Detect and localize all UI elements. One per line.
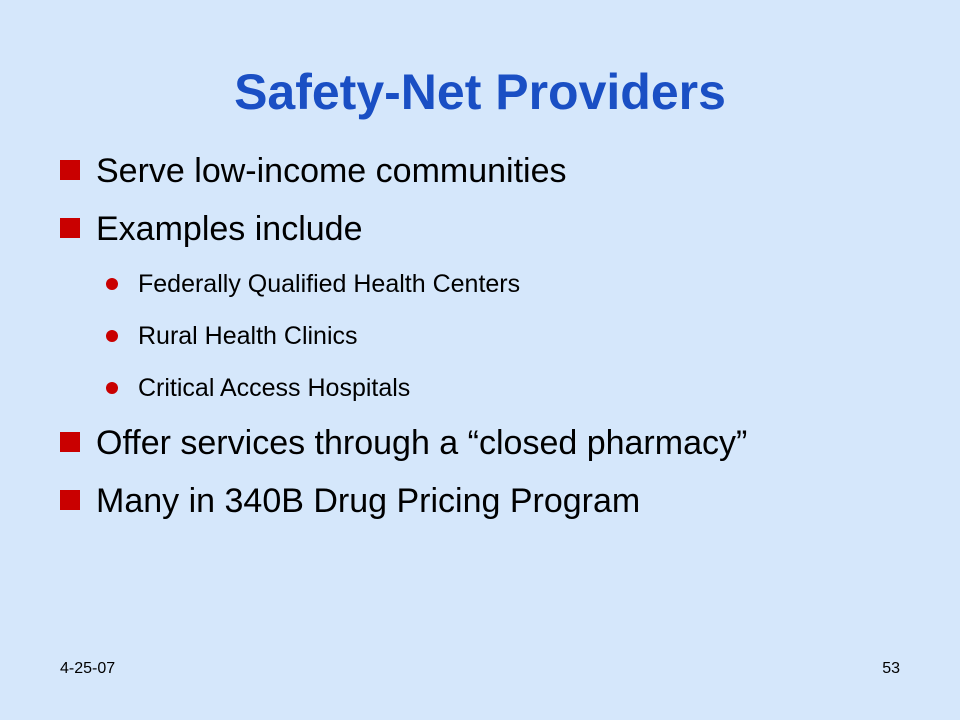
sub-bullet-text: Critical Access Hospitals — [138, 374, 411, 402]
sub-bullet-item — [60, 362, 940, 414]
square-bullet-icon — [60, 160, 80, 180]
round-bullet-icon — [106, 382, 118, 394]
sub-bullet-item — [60, 258, 940, 310]
bullet-list — [60, 142, 940, 530]
bullet-text: Offer services through a “closed pharmacy” — [96, 424, 748, 462]
bullet-text: Many in 340B Drug Pricing Program — [96, 482, 641, 520]
sub-bullet-text: Rural Health Clinics — [138, 322, 358, 350]
sub-bullet-text: Federally Qualified Health Centers — [138, 270, 521, 298]
bullet-item — [60, 414, 940, 472]
page-number: 53 — [882, 660, 900, 677]
square-bullet-icon — [60, 432, 80, 452]
round-bullet-icon — [106, 330, 118, 342]
slide-title: Safety-Net Providers — [234, 64, 726, 120]
sub-bullet-item — [60, 310, 940, 362]
bullet-text: Examples include — [96, 210, 363, 248]
footer-date: 4-25-07 — [60, 660, 116, 677]
bullet-item — [60, 472, 940, 530]
bullet-item — [60, 142, 940, 200]
bullet-text: Serve low-income communities — [96, 152, 567, 190]
square-bullet-icon — [60, 218, 80, 238]
square-bullet-icon — [60, 490, 80, 510]
bullet-item — [60, 200, 940, 258]
round-bullet-icon — [106, 278, 118, 290]
